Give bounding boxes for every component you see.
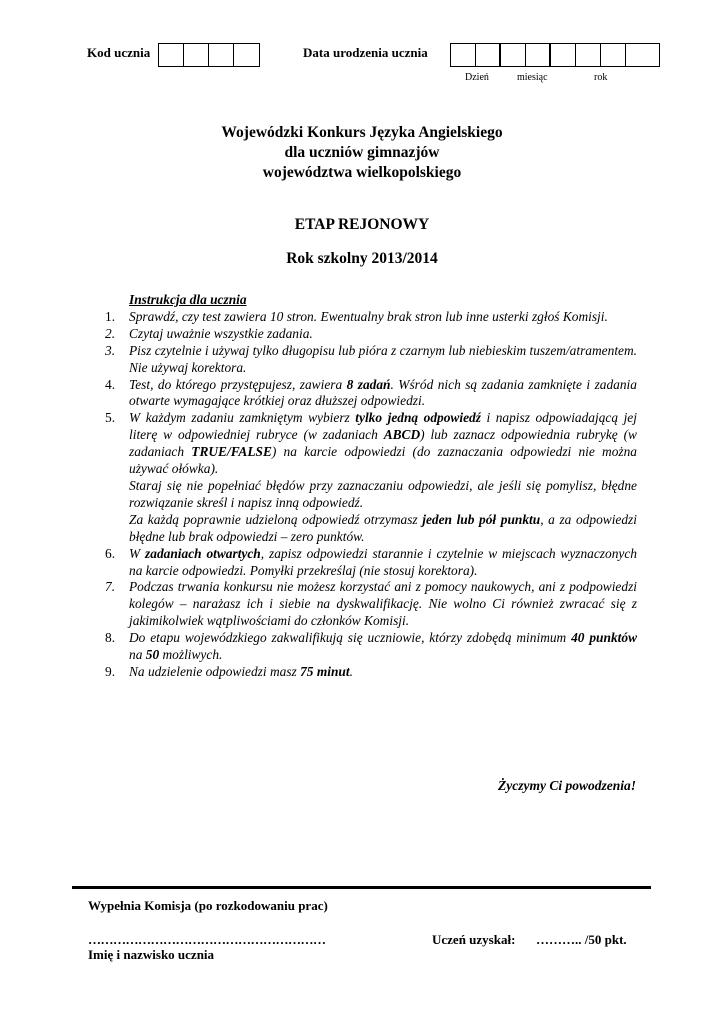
month-box[interactable] xyxy=(526,44,551,66)
item-number: 4. xyxy=(105,376,116,392)
item-number: 2. xyxy=(105,325,116,341)
score-value: ……….. /50 pkt. xyxy=(536,932,627,947)
item-number: 1. xyxy=(105,308,116,324)
code-box[interactable] xyxy=(159,44,184,66)
day-box[interactable] xyxy=(476,44,501,66)
item-number: 9. xyxy=(105,663,116,679)
name-dots: ………………………………………………… xyxy=(88,932,326,947)
list-item: 9. Na udzielenie odpowiedzi masz 75 minut. xyxy=(105,663,353,679)
month-label: miesiąc xyxy=(517,72,548,83)
item-number: 6. xyxy=(105,545,116,561)
contest-title: Wojewódzki Konkurs Języka Angielskiego xyxy=(221,124,503,141)
list-item: 2. Czytaj uważnie wszystkie zadania. xyxy=(105,325,313,341)
birth-date-boxes[interactable] xyxy=(450,43,660,67)
list-item: 7. Podczas trwania konkursu nie możesz korzystać ani z pomocy naukowych, ani z podpowiedzi kolegów – narażasz ich i siebie na dyskwalifikację. Nie wolno Ci również zwracać się z jakimikolwiek wątpliwościami do członków Komisji. xyxy=(105,579,637,629)
year-label: rok xyxy=(594,72,608,83)
item-number: 8. xyxy=(105,630,116,646)
list-item-continuation: Za każdą poprawnie udzieloną odpowiedź otrzymasz jeden lub pół punktu, a za odpowiedzi błędne lub brak odpowiedzi – zero punktów. xyxy=(129,511,637,544)
contest-region: województwa wielkopolskiego xyxy=(262,164,462,181)
stage-title: ETAP REJONOWY xyxy=(294,216,430,233)
year-box[interactable] xyxy=(601,44,626,66)
instructions-heading: Instrukcja dla ucznia xyxy=(129,292,247,307)
year-box[interactable] xyxy=(576,44,601,66)
score-label: Uczeń uzyskał: xyxy=(432,932,516,947)
year-box[interactable] xyxy=(626,44,651,66)
list-item: 3. Pisz czytelnie i używaj tylko długopisu lub pióra z czarnym lub niebieskim tuszem/atramentem. Nie używaj korektora. xyxy=(105,342,637,375)
contest-subtitle: dla uczniów gimnazjów xyxy=(284,144,440,161)
item-number: 3. xyxy=(105,342,116,358)
student-code-boxes[interactable] xyxy=(158,43,260,67)
list-item: 1. Sprawdź, czy test zawiera 10 stron. Ewentualny brak stron lub inne usterki zgłoś Komisji. xyxy=(105,308,608,324)
list-item: 8. Do etapu wojewódzkiego zakwalifikują się uczniowie, którzy zdobędą minimum 40 punktów na 50 możliwych. xyxy=(105,630,637,663)
list-item: 4. Test, do którego przystępujesz, zawiera 8 zadań. Wśród nich są zadania zamknięte i zadania otwarte wymagające krótkiej oraz dłuższej odpowiedzi. xyxy=(105,376,637,409)
year-box[interactable] xyxy=(551,44,576,66)
list-item: 5. W każdym zadaniu zamkniętym wybierz tylko jedną odpowiedź i napisz odpowiadającą jej literę w odpowiedniej rubryce (w zadaniach ABCD) lub zaznacz odpowiednia rubrykę (w zadaniach TRUE/FALSE) na karcie odpowiedzi (do zaznaczania odpowiedzi nie można używać ołówka). xyxy=(105,410,637,477)
day-box[interactable] xyxy=(451,44,476,66)
code-box[interactable] xyxy=(234,44,259,66)
item-number: 5. xyxy=(105,410,116,426)
divider xyxy=(72,886,651,889)
day-label: Dzień xyxy=(465,72,489,83)
item-number: 7. xyxy=(105,579,116,595)
student-name-label: Imię i nazwisko ucznia xyxy=(88,947,215,962)
list-item: 6. W zadaniach otwartych, zapisz odpowiedzi starannie i czytelnie w miejscach wyznaczonych na karcie odpowiedzi. Pomyłki przekreślaj (nie stosuj korektora). xyxy=(105,545,637,578)
instructions xyxy=(105,292,637,681)
code-box[interactable] xyxy=(209,44,234,66)
month-box[interactable] xyxy=(501,44,526,66)
school-year: Rok szkolny 2013/2014 xyxy=(286,250,438,267)
list-item-continuation: Staraj się nie popełniać błędów przy zaznaczaniu odpowiedzi, ale jeśli się pomylisz, błędne rozwiązanie skreśl i napisz inną odpowiedź. xyxy=(129,477,637,510)
committee-label: Wypełnia Komisja (po rozkodowaniu prac) xyxy=(88,898,328,913)
birth-date-label: Data urodzenia ucznia xyxy=(303,45,428,60)
good-luck-text: Życzymy Ci powodzenia! xyxy=(498,778,636,793)
student-code-label: Kod ucznia xyxy=(87,45,151,60)
code-box[interactable] xyxy=(184,44,209,66)
